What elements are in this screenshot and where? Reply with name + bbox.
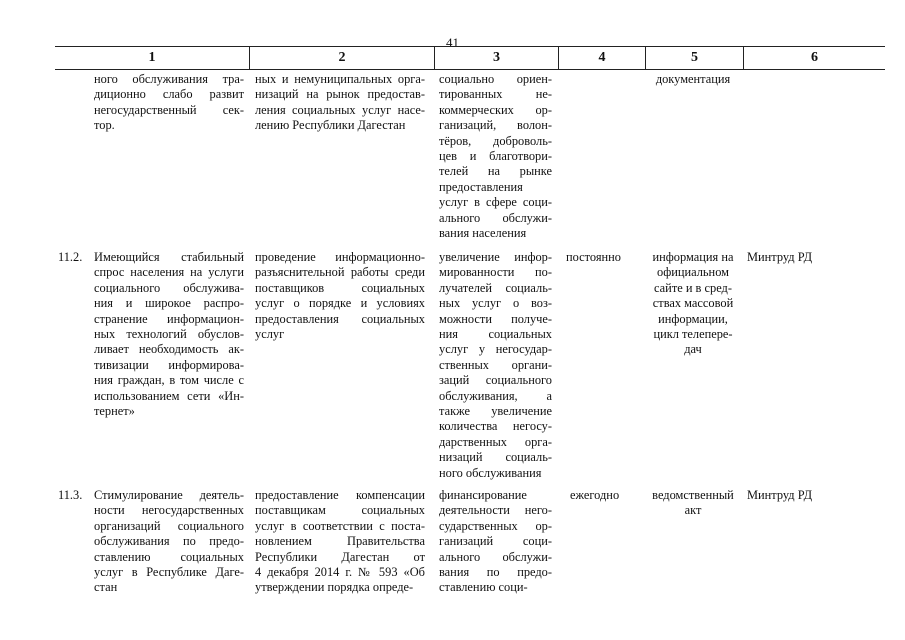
text-line: ности негосударственных xyxy=(94,503,244,518)
text-line: ганизаций, волон- xyxy=(439,118,552,133)
column-header-3: 3 xyxy=(434,47,558,69)
row1-col3-text xyxy=(439,72,552,241)
text-line: Республики Дагестан от xyxy=(255,549,425,564)
text-line: ставлению соци- xyxy=(439,580,528,595)
text-line: деятельности него- xyxy=(439,503,552,518)
text-line: негосударственный сек- xyxy=(94,102,244,117)
row2-col5-text xyxy=(645,250,741,358)
column-header-2: 2 xyxy=(249,47,434,69)
text-line: цев и благотвори- xyxy=(439,149,552,164)
row3-col5-text xyxy=(645,488,741,519)
text-line: официальном xyxy=(657,265,729,280)
text-line: количества негосу- xyxy=(439,419,552,434)
text-line: вания по предо- xyxy=(439,565,552,580)
text-line: обслуживания, а xyxy=(439,388,552,403)
row3-col2-text xyxy=(255,488,425,596)
text-line: ежегодно xyxy=(570,488,620,502)
row2-col6-text xyxy=(747,250,837,265)
text-line: Стимулирование деятель- xyxy=(94,488,244,502)
text-line: ных услуг о воз- xyxy=(439,296,552,311)
text-line: заций социального xyxy=(439,373,552,388)
text-line: услуг xyxy=(255,327,285,342)
text-line: ных технологий обуслов- xyxy=(94,327,244,342)
text-line: мированности по- xyxy=(439,265,552,280)
text-line: тивизации информирова- xyxy=(94,357,244,372)
row3-col4-text xyxy=(570,488,650,503)
text-line: Минтруд РД xyxy=(747,488,813,502)
page-number: 41 xyxy=(446,35,459,50)
column-header-5: 5 xyxy=(645,47,743,69)
text-line: сайте и в сред- xyxy=(654,280,732,295)
text-line: Имеющийся стабильный xyxy=(94,250,244,264)
text-line: увеличение инфор- xyxy=(439,250,552,264)
text-line: документация xyxy=(655,72,731,86)
text-line: ственных органи- xyxy=(439,357,552,372)
text-line: ального обслужи- xyxy=(439,210,552,225)
text-line: ления социальных услуг насе- xyxy=(255,102,425,117)
text-line: дарственных орга- xyxy=(439,434,552,449)
text-line: ных и немуниципальных орга- xyxy=(255,72,425,86)
text-line: акт xyxy=(684,503,702,518)
text-line: предоставления социальных xyxy=(255,311,425,326)
text-line: диционно слабо развит xyxy=(94,87,244,102)
text-line: поставщикам социальных xyxy=(255,503,425,518)
text-line: тированных не- xyxy=(439,87,552,102)
text-line: ния граждан, в том числе с xyxy=(94,373,244,388)
text-line: ставлению социальных xyxy=(94,549,244,564)
text-line: утверждении порядка опреде- xyxy=(255,580,414,595)
text-line: телей на рынке xyxy=(439,164,552,179)
text-line: ного обслуживания xyxy=(439,465,542,480)
text-line: услуг в соответствии с поста- xyxy=(255,518,425,533)
text-line: ведомственный xyxy=(652,488,734,502)
text-line: низаций социаль- xyxy=(439,450,552,465)
text-line: лению Республики Дагестан xyxy=(255,118,406,133)
row3-col1-text xyxy=(94,488,244,596)
text-line: услуг у негосудар- xyxy=(439,342,552,357)
text-line: проведение информационно- xyxy=(255,250,425,264)
text-line: ния социальных xyxy=(439,327,552,342)
text-line: коммерческих ор- xyxy=(439,102,552,117)
text-line: предоставления xyxy=(439,179,523,194)
text-line: ганизаций соци- xyxy=(439,534,552,549)
text-line: ального обслужи- xyxy=(439,549,552,564)
text-line: услуг в Республике Даге- xyxy=(94,565,244,580)
row3-number: 11.3. xyxy=(58,488,83,502)
row2-col1-text xyxy=(94,250,244,419)
text-line: тернет» xyxy=(94,404,135,419)
text-line: 4 декабря 2014 г. № 593 «Об xyxy=(255,565,425,580)
row2-number: 11.2. xyxy=(58,250,83,264)
text-line: цикл телепере- xyxy=(653,327,733,342)
row2-col2-text xyxy=(255,250,425,342)
row3-col3-text xyxy=(439,488,552,596)
text-line: информации, xyxy=(658,311,728,326)
text-line: ливает необходимость ак- xyxy=(94,342,244,357)
row1-col5-text xyxy=(645,72,741,87)
text-line: новлением Правительства xyxy=(255,534,425,549)
text-line: можности получе- xyxy=(439,311,552,326)
column-header-6: 6 xyxy=(743,47,885,69)
column-header-1: 1 xyxy=(148,50,156,65)
table-header xyxy=(55,46,885,70)
text-line: странение информацион- xyxy=(94,311,244,326)
text-line: Минтруд РД xyxy=(747,250,813,264)
text-line: услуг в сфере соци- xyxy=(439,195,552,210)
row2-col4-text xyxy=(566,250,646,265)
text-line: тор. xyxy=(94,118,115,133)
text-line: разъяснительной работы среди xyxy=(255,265,425,280)
row3-col6-text xyxy=(747,488,837,503)
text-line: сударственных ор- xyxy=(439,518,552,533)
text-line: лучателей социаль- xyxy=(439,280,552,295)
text-line: социального обслужива- xyxy=(94,280,244,295)
text-line: финансирование xyxy=(439,488,527,502)
text-line: стан xyxy=(94,580,118,595)
text-line: обслуживания по предо- xyxy=(94,534,244,549)
text-line: тёров, доброволь- xyxy=(439,133,552,148)
column-header-4: 4 xyxy=(558,47,645,69)
text-line: спрос населения на услуги xyxy=(94,265,244,280)
text-line: социально ориен- xyxy=(439,72,552,86)
text-line: ного обслуживания тра- xyxy=(94,72,244,86)
row1-col2-text xyxy=(255,72,425,134)
text-line: ния и широкое распро- xyxy=(94,296,244,311)
text-line: низаций на рынок предостав- xyxy=(255,87,425,102)
text-line: постоянно xyxy=(566,250,622,264)
text-line: ствах массовой xyxy=(652,296,734,311)
row1-col1-text xyxy=(94,72,244,134)
text-line: организаций социального xyxy=(94,518,244,533)
text-line: также увеличение xyxy=(439,404,552,419)
text-line: информация на xyxy=(652,250,734,264)
text-line: предоставление компенсации xyxy=(255,488,425,502)
text-line: вания населения xyxy=(439,226,527,241)
text-line: дач xyxy=(684,342,702,357)
text-line: поставщиков социальных xyxy=(255,280,425,295)
row2-col3-text xyxy=(439,250,552,481)
text-line: использованием сети «Ин- xyxy=(94,388,244,403)
text-line: услуг о порядке и условиях xyxy=(255,296,425,311)
